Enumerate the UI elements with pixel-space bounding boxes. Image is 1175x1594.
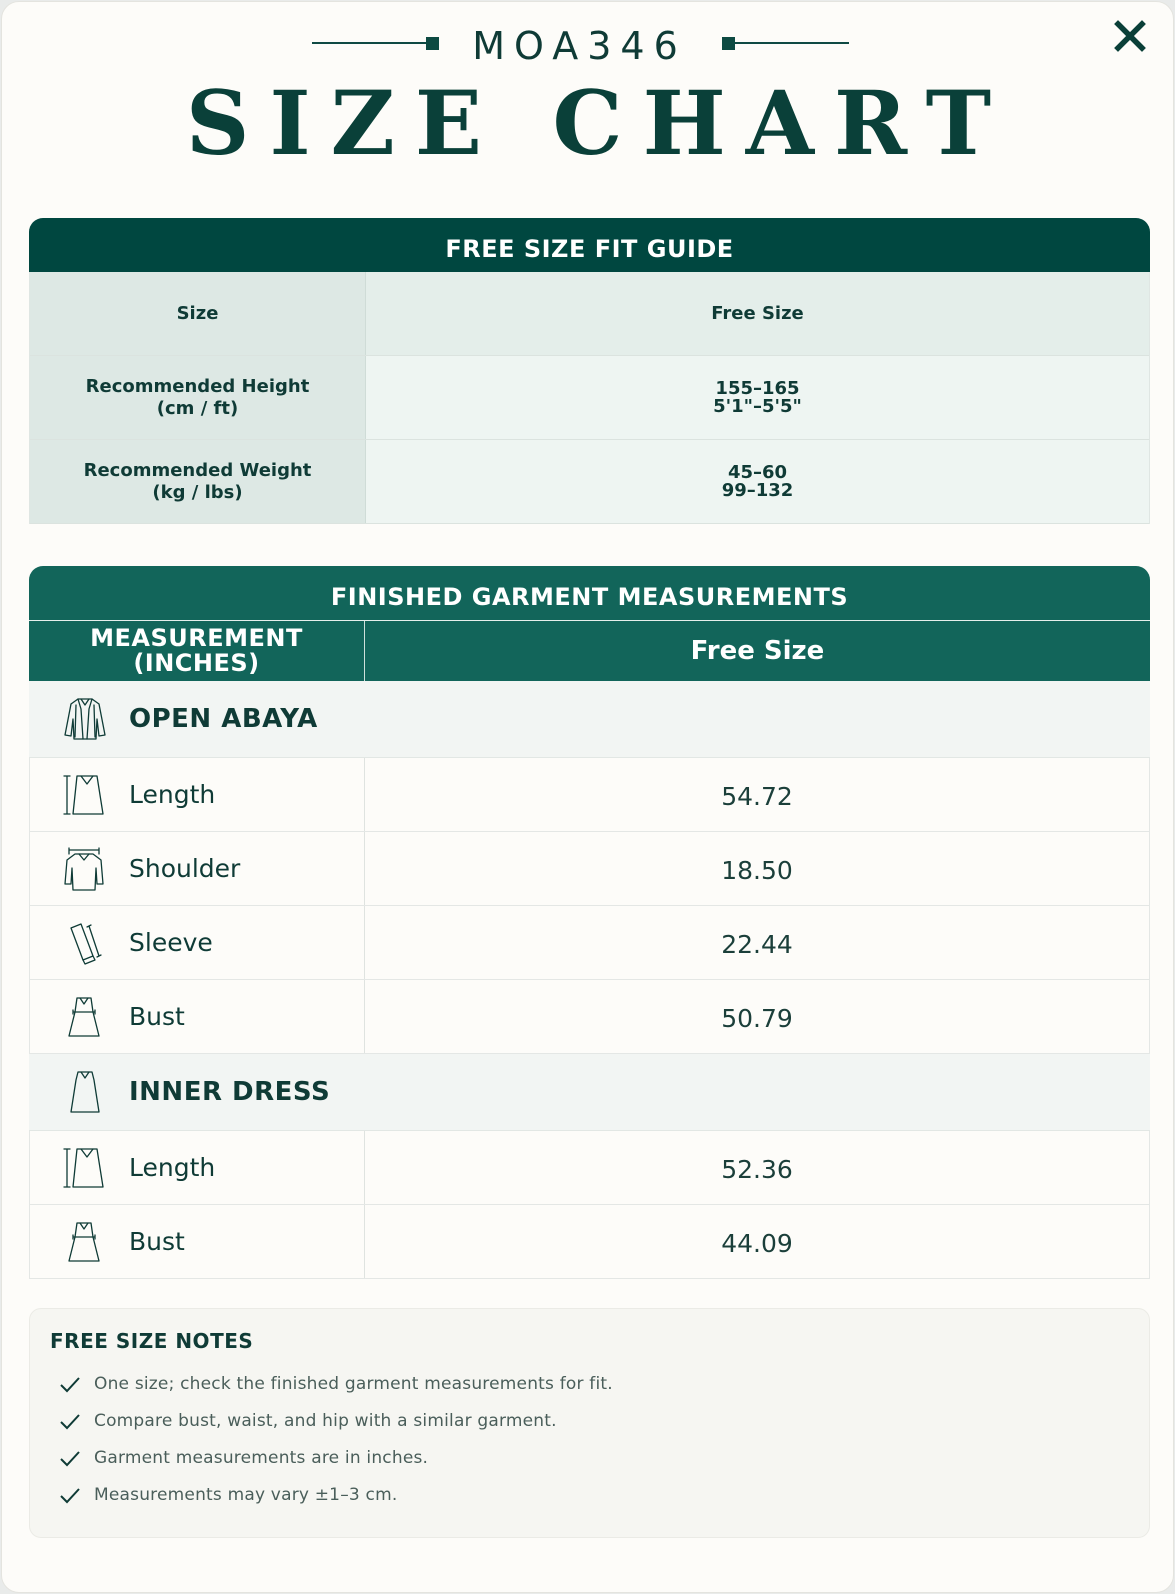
checkmark-icon (58, 1483, 82, 1507)
measurement-label: Shoulder (129, 854, 241, 883)
close-button[interactable] (1112, 18, 1148, 54)
row-value (366, 356, 1149, 439)
note-text: Measurements may vary ±1–3 cm. (94, 1485, 398, 1505)
group-label: OPEN ABAYA (129, 704, 318, 734)
measurements-table (29, 681, 1150, 1279)
column-header-size: Free Size (690, 636, 825, 666)
header-divider-left (312, 42, 428, 44)
measurement-label: Sleeve (129, 928, 213, 957)
measurement-value: 54.72 (721, 782, 793, 811)
weight-lbs: 99–132 (721, 479, 794, 501)
measurement-value: 44.09 (721, 1229, 793, 1258)
bust-icon (61, 994, 107, 1040)
measurement-label: Length (129, 1153, 216, 1182)
table-row (29, 1205, 1150, 1279)
shoulder-icon (61, 846, 107, 892)
dress-icon (61, 1068, 109, 1116)
header-divider-right (733, 42, 849, 44)
note-text: One size; check the finished garment measurements for fit. (94, 1374, 613, 1394)
column-header-measurement (29, 621, 365, 681)
abaya-icon (61, 695, 109, 743)
measurement-label: Bust (129, 1227, 185, 1256)
measurement-label: Bust (129, 1002, 185, 1031)
close-icon (1112, 18, 1148, 54)
measurement-label: Length (129, 780, 216, 809)
table-row (29, 832, 1150, 906)
height-ft: 5'1"–5'5" (713, 395, 802, 417)
group-label: INNER DRESS (129, 1077, 331, 1107)
note-item (58, 1443, 428, 1473)
column-header-unit: (INCHES) (133, 649, 260, 677)
table-row (29, 980, 1150, 1054)
group-header-open-abaya (29, 681, 1150, 758)
sleeve-icon (61, 920, 107, 966)
column-header-line: MEASUREMENT (90, 624, 303, 652)
notes-panel (29, 1308, 1150, 1538)
note-text: Garment measurements are in inches. (94, 1448, 429, 1468)
row-label-unit: (cm / ft) (156, 397, 239, 419)
length-icon (61, 1145, 107, 1191)
checkmark-icon (58, 1372, 82, 1396)
header-ornament-left (426, 37, 439, 50)
bust-icon (61, 1219, 107, 1265)
table-row (29, 1131, 1150, 1205)
note-text: Compare bust, waist, and hip with a similar garment. (94, 1411, 557, 1431)
page-title: SIZE CHART (185, 71, 1012, 175)
product-sku: MOA346 (472, 24, 687, 68)
measurement-value: 22.44 (721, 930, 793, 959)
notes-title: FREE SIZE NOTES (50, 1329, 254, 1353)
table-row (30, 356, 1149, 440)
table-row (29, 906, 1150, 980)
table-row (30, 440, 1149, 524)
row-label (30, 440, 366, 523)
weight-kg: 45–60 (727, 461, 788, 483)
row-value (366, 440, 1149, 523)
table-row (30, 272, 1149, 356)
row-label-line: Recommended Weight (83, 459, 312, 481)
note-item (58, 1406, 557, 1436)
row-label (30, 356, 366, 439)
size-chart-modal (1, 1, 1174, 1593)
checkmark-icon (58, 1409, 82, 1433)
row-label-line: Recommended Height (85, 375, 310, 397)
note-item (58, 1480, 397, 1510)
checkmark-icon (58, 1446, 82, 1470)
row-value: Free Size (366, 272, 1149, 355)
measurement-value: 52.36 (721, 1155, 793, 1184)
row-label-unit: (kg / lbs) (152, 481, 243, 503)
table-row (29, 758, 1150, 832)
fit-guide-title: FREE SIZE FIT GUIDE (29, 218, 1150, 272)
fit-guide-table (29, 272, 1150, 524)
note-item (58, 1369, 613, 1399)
height-cm: 155–165 (715, 377, 800, 399)
group-header-inner-dress (29, 1054, 1150, 1131)
measurement-value: 18.50 (721, 856, 793, 885)
row-label: Size (30, 272, 366, 355)
measurements-header-row (29, 620, 1150, 681)
measurement-value: 50.79 (721, 1004, 793, 1033)
length-icon (61, 772, 107, 818)
measurements-title: FINISHED GARMENT MEASUREMENTS (29, 566, 1150, 620)
